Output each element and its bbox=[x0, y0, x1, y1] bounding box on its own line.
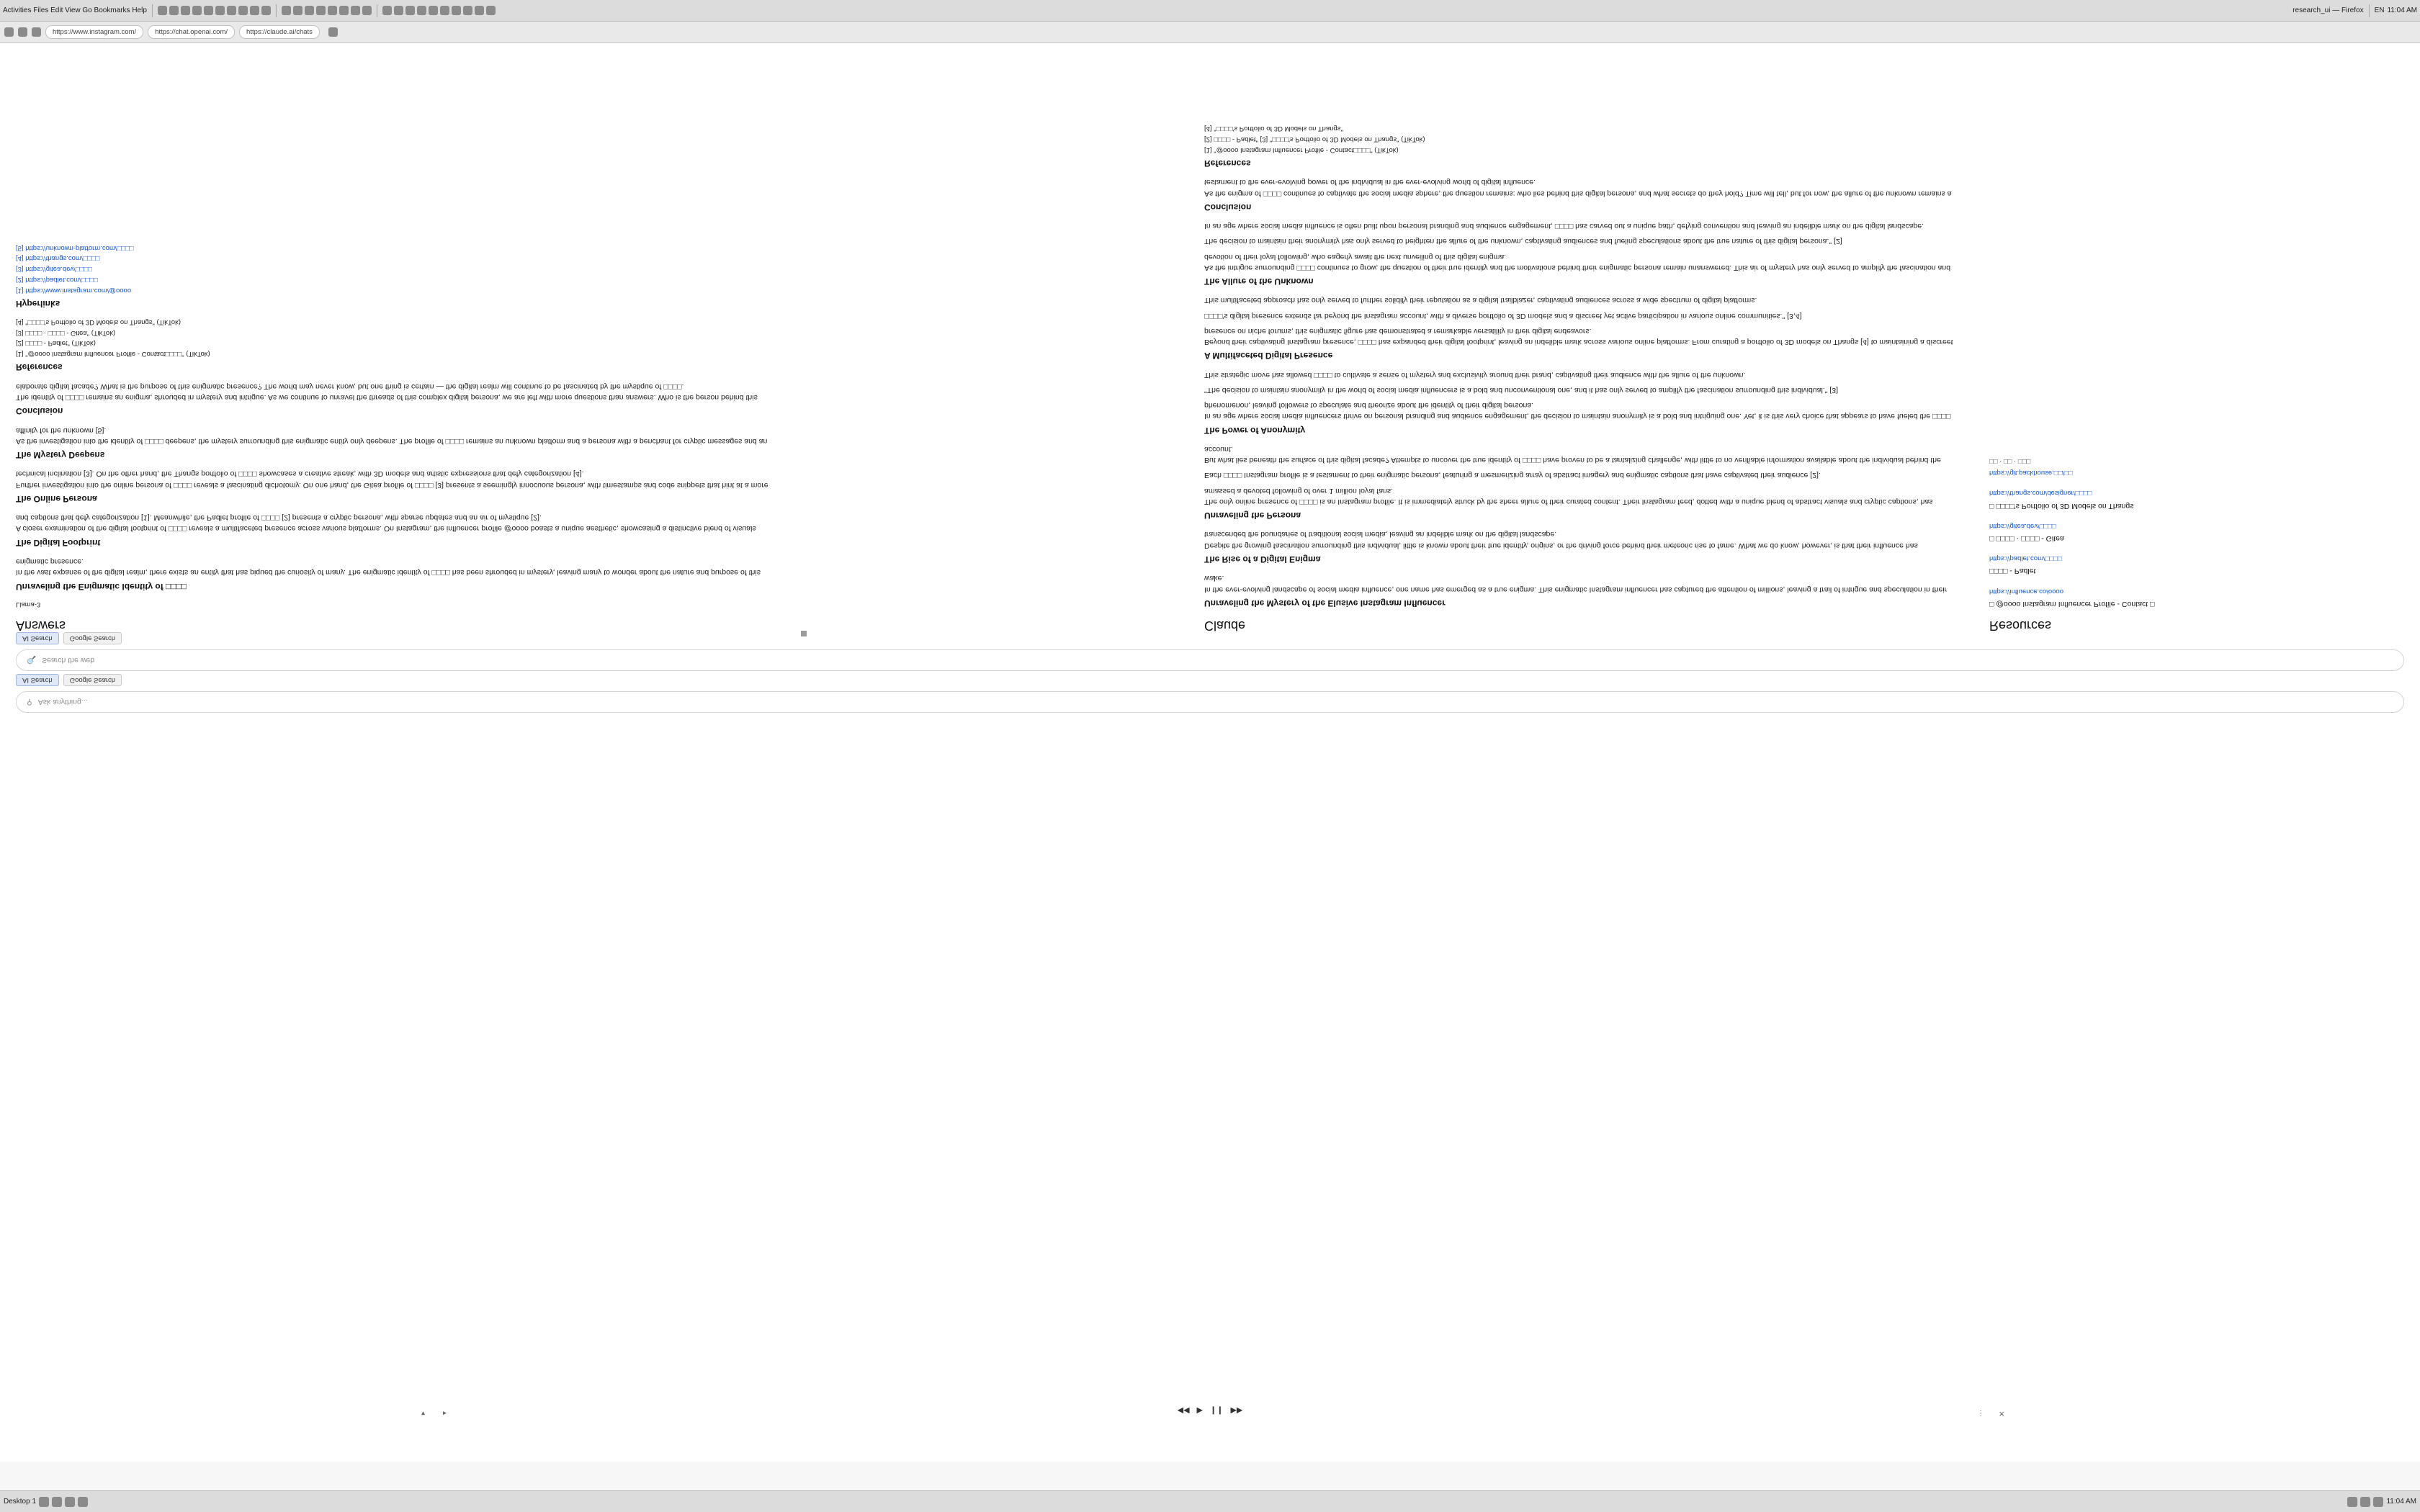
claude-section-0-title: Unraveling the Mystery of the Elusive Instagram Influencer bbox=[1204, 598, 1446, 608]
camera-icon[interactable] bbox=[429, 6, 438, 15]
column-claude bbox=[1188, 115, 1973, 641]
claude-section-8-body: Beyond their captivating Instagram presence, □□□□ has expanded their digital footprint, leaving an indelible mark across various online platforms. From curating a portfolio of 3D models on Thangs [4] to maintaining a discreet presence on niche forums, this enigmatic figure has demonstrated a remarkable versatility in their digital endeavors. bbox=[1204, 326, 1953, 347]
url-bar-left[interactable]: https://www.instagram.com/ bbox=[45, 25, 143, 39]
app-grid-icon[interactable] bbox=[158, 6, 167, 15]
resources-heading: Resources bbox=[1989, 618, 2052, 633]
search-placeholder-secondary: Search the web bbox=[42, 656, 95, 665]
folder-icon[interactable] bbox=[169, 6, 179, 15]
os-bottom-bar bbox=[0, 1490, 2420, 1512]
answers-section-2-body: Further investigation into the online persona of □□□□ reveals a fascinating dichotomy. On one hand, the Gitea profile of □□□□ [3] presents a seemingly innocuous persona, with timestamps and code snippets that hint at a more technical inclination [3]. On the other hand, the Thangs portfolio of □□□□ showcases a creative streak, with 3D models and artistic expressions that defy categorization [4]. bbox=[16, 469, 768, 490]
content-columns bbox=[0, 115, 2420, 641]
notes-icon[interactable] bbox=[417, 6, 426, 15]
search-input-secondary[interactable] bbox=[16, 649, 2404, 671]
resource-subtext: □□ · □□ · □□□ bbox=[1989, 456, 2031, 465]
gear-icon[interactable] bbox=[486, 6, 496, 15]
answers-section-0-body: In the vast expanse of the digital realm, there exists an entity that has piqued the curiosity of many. The enigmatic identity of □□□□ has been shrouded in mystery, leaving many to wonder about the nature and purpose of this enigmatic presence. bbox=[16, 557, 761, 577]
answers-heading: Answers bbox=[16, 618, 66, 633]
answers-section-2-title: The Online Persona bbox=[16, 493, 97, 504]
browser-icon[interactable] bbox=[181, 6, 190, 15]
column-answers bbox=[0, 115, 785, 641]
answers-hyperlinks-title: Hyperlinks bbox=[16, 299, 60, 310]
resource-url[interactable]: https://gitea.dev/□□□□ bbox=[1989, 521, 2056, 530]
claude-reference-0: [1] "@oooo Instagram Influencer Profile - Contact□□□□" (TikTok) bbox=[1204, 145, 1399, 154]
answers-reference-3: [4] "□□□□'s Portfolio of 3D Models on Thangs" (TikTok) bbox=[16, 318, 181, 326]
claude-section-11-body: As the intrigue surrounding □□□□ continues to grow, the question of their true identity and the motivations behind their enigmatic persona remain unanswered. This air of mystery has only served to amplify the fascination and devotion of their loyal following, who eagerly await the next unveiling of this digital enigma. bbox=[1204, 252, 1951, 272]
panel-collapse-icon[interactable]: ▾ bbox=[421, 1409, 426, 1417]
resource-url[interactable]: https://thangs.com/designer/□□□□ bbox=[1989, 489, 2092, 498]
sync-icon[interactable] bbox=[339, 6, 349, 15]
top-bar-icon-group-1[interactable] bbox=[158, 6, 271, 15]
claude-section-3-body: Each □□□□ Instagram profile is a testament to their enigmatic persona, featuring a mesmerizing array of abstract imagery and enigmatic captions that have captivated their audience [2]. bbox=[1204, 471, 1821, 480]
ai-search-button-2[interactable]: AI Search bbox=[16, 632, 59, 644]
answers-section-1-title: The Digital Footprint bbox=[16, 537, 101, 548]
answers-section-3-body: As the investigation into the identity of □□□□ deepens, the mystery surrounding this enigmatic entity only deepens. The profile of □□□□ remains an unknown platform and a persona with a penchant for cryptic messages and an affinity for the unknown [5]. bbox=[16, 426, 768, 446]
answers-references-title: References bbox=[16, 362, 63, 373]
claude-reference-list bbox=[1204, 123, 1958, 154]
page-inner bbox=[0, 43, 2420, 1462]
answers-hyperlink-list bbox=[16, 243, 769, 295]
next-icon[interactable]: ▶▶ bbox=[1230, 1406, 1243, 1416]
resource-title: □□□□ - Padlet bbox=[1989, 567, 2036, 576]
google-search-button[interactable]: Google Search bbox=[63, 674, 122, 686]
answers-section-4-body: The identity of □□□□ remains an enigma, shrouded in mystery and intrigue. As we continue to unravel the threads of this complex digital persona, we are left with more questions than answers. Who is the person behind this elaborate digital facade? What is the purpose of this enigmatic presence? The world may never know, but one thing is certain — the digital realm will continue to be fascinated by the mystique of □□□□. bbox=[16, 382, 758, 402]
search-row-secondary bbox=[16, 649, 2404, 671]
search-placeholder-primary: Ask anything... bbox=[37, 698, 88, 706]
download-icon[interactable] bbox=[305, 6, 314, 15]
search-icon: ⚲ bbox=[27, 698, 32, 706]
top-bar-icon-group-3[interactable] bbox=[382, 6, 496, 15]
media-player-controls[interactable] bbox=[1066, 1405, 1354, 1417]
answers-hyperlink-2[interactable]: [3] https://gitea.dev/□□□□ bbox=[16, 265, 92, 274]
claude-reference-1: [2] □□□□ - Padlet" [3] "□□□□'s Portfolio of 3D Models on Thangs" (TikTok) bbox=[1204, 135, 1425, 143]
resource-item[interactable] bbox=[1989, 487, 2404, 510]
claude-section-1-body: Despite the growing fascination surrounding this individual, little is known about their true identity, origins, or the driving force behind their meteoric rise to fame. What we do know, however, is that their influence has transcended the boundaries of traditional social media, leaving an indelible mark on the digital landscape. bbox=[1204, 530, 1918, 550]
top-bar-icon-group-2[interactable] bbox=[282, 6, 372, 15]
menu-icon[interactable] bbox=[328, 27, 338, 37]
claude-section-6-body: "The decision to maintain anonymity in the world of social media influencers is a bold and unconventional one, and it has only served to amplify the fascination surrounding this individual." [3] bbox=[1204, 385, 1839, 395]
tray-language-label[interactable]: EN bbox=[2374, 6, 2385, 14]
search-icon[interactable] bbox=[452, 6, 461, 15]
claude-section-2-title: Unraveling the Persona bbox=[1204, 510, 1301, 521]
forward-icon[interactable] bbox=[18, 27, 27, 37]
resource-item[interactable] bbox=[1989, 521, 2404, 544]
answers-reference-0: [1] "@oooo Instagram Influencer Profile - Contact□□□□" (TikTok) bbox=[16, 350, 210, 359]
answers-section-3-title: The Mystery Deepens bbox=[16, 450, 105, 461]
claude-section-8-title: A Multifaceted Digital Presence bbox=[1204, 351, 1333, 361]
column-midstrip bbox=[785, 115, 1188, 641]
resource-item[interactable] bbox=[1989, 553, 2404, 576]
claude-section-1-title: The Rise of a Digital Enigma bbox=[1204, 554, 1321, 565]
claude-section-7-body: This strategic move has allowed □□□□ to cultivate a sense of mystery and exclusivity around their brand, captivating their audience with the allure of the unknown. bbox=[1204, 370, 1746, 379]
divider bbox=[152, 4, 153, 17]
resource-url[interactable]: https://git.packhouse.□□/□□ bbox=[1989, 469, 2073, 477]
taskbar-clock: 11:04 AM bbox=[2386, 1498, 2416, 1506]
play-icon[interactable]: ▶ bbox=[1196, 1406, 1204, 1416]
claude-references-title: References bbox=[1204, 158, 1251, 169]
claude-heading: Claude bbox=[1204, 618, 1246, 633]
media-icon[interactable] bbox=[215, 6, 225, 15]
answers-section-4-title: Conclusion bbox=[16, 406, 63, 417]
claude-section-11-title: The Allure of the Unknown bbox=[1204, 276, 1314, 287]
answers-reference-list bbox=[16, 317, 769, 359]
claude-section-5-body: In an age where social media influencers thrive on personal branding and audience engagement, the decision to maintain anonymity is a bold and intriguing one. Yet, it is this very choice that appears to have fueled the □□□□ phenomenon, leaving followers to speculate and theorize about the identity of their digital persona. bbox=[1204, 401, 1951, 421]
resource-item[interactable] bbox=[1989, 456, 2404, 478]
browser-chrome-row bbox=[0, 22, 2420, 43]
resource-item[interactable] bbox=[1989, 585, 2404, 608]
square-marker-icon bbox=[801, 631, 807, 636]
calendar-icon[interactable] bbox=[405, 6, 415, 15]
answers-hyperlink-1[interactable]: [2] https://padlet.com/□□□□ bbox=[16, 275, 98, 284]
answers-model-label: Llama-3 bbox=[16, 600, 41, 608]
answers-reference-1: [2] □□□□ - Padlet" (TikTok) bbox=[16, 339, 96, 348]
history-icon[interactable] bbox=[293, 6, 302, 15]
battery-tray-icon[interactable] bbox=[2373, 1497, 2383, 1507]
claude-section-4-body: But what lies beneath the surface of this digital facade? Attempts to uncover the true identity of □□□□ have proven to be a tantalizing challenge, with little to no verifiable information available about the individual behind the account. bbox=[1204, 444, 1941, 465]
magnifier-icon: 🔍 bbox=[27, 655, 37, 665]
lock-icon[interactable] bbox=[463, 6, 472, 15]
resource-url[interactable]: https://influence.co/oooo bbox=[1989, 587, 2063, 595]
divider bbox=[276, 4, 277, 17]
editor-icon[interactable] bbox=[204, 6, 213, 15]
terminal-taskbar-icon[interactable] bbox=[65, 1497, 75, 1507]
network-icon[interactable] bbox=[238, 6, 248, 15]
search-row-primary bbox=[16, 691, 2404, 713]
url-bar-mid[interactable]: https://chat.openai.com/ bbox=[148, 25, 235, 39]
star-icon[interactable] bbox=[362, 6, 372, 15]
answers-hyperlink-0[interactable]: [1] https://www.instagram.com/@oooo bbox=[16, 286, 132, 294]
ai-search-button[interactable]: AI Search bbox=[16, 674, 59, 686]
claude-section-10-body: This multifaceted approach has only served to further solidify their reputation as a digital trailblazer, captivating audiences across a wide spectrum of digital platforms. bbox=[1204, 296, 1757, 305]
claude-section-9-body: □□□□'s digital presence extends far beyond the Instagram account, with a diverse portfolio of 3D models and a discreet yet active participation in various online communities." [3,4] bbox=[1204, 311, 1802, 320]
answers-hyperlink-4[interactable]: [5] https://unknown-platform.com/□□□□ bbox=[16, 243, 134, 252]
desktop-label[interactable]: Desktop 1 bbox=[4, 1498, 37, 1506]
profile-icon[interactable] bbox=[328, 6, 337, 15]
page-content-flipped bbox=[0, 43, 2420, 1462]
answers-hyperlink-3[interactable]: [4] https://thangs.com/□□□□ bbox=[16, 254, 100, 263]
answers-section-1-body: A closer examination of the digital footprint of □□□□ reveals a multifaceted presence across various platforms. On Instagram, the influencer profile @oooo boasts a unique aesthetic, showcasing a distinctive blend of visuals and captions that defy categorization [1]. Meanwhile, the Padlet profile of □□□□ [2] presents a cryptic persona, with sparse updates and an air of mystique [2]. bbox=[16, 513, 756, 534]
panel-options-icon[interactable]: ⋮ bbox=[1977, 1409, 1984, 1417]
prev-icon[interactable]: ◀◀ bbox=[1177, 1406, 1190, 1416]
volume-icon[interactable] bbox=[250, 6, 259, 15]
claude-section-5-title: The Power of Anonymity bbox=[1204, 425, 1306, 436]
reload-icon[interactable] bbox=[32, 27, 41, 37]
divider bbox=[2369, 4, 2370, 17]
mail-icon[interactable] bbox=[394, 6, 403, 15]
chart-icon[interactable] bbox=[382, 6, 392, 15]
midstrip-marker bbox=[801, 631, 1173, 636]
notes-taskbar-icon[interactable] bbox=[78, 1497, 88, 1507]
volume-tray-icon[interactable] bbox=[2360, 1497, 2370, 1507]
url-bar-right[interactable]: https://claude.ai/chats bbox=[239, 25, 320, 39]
claude-section-13-body: In an age where social media influence is often built upon personal branding and audience engagement, □□□□ has carved out a unique path, defying convention and leaving an indelible mark on the digital landscape. bbox=[1204, 222, 1924, 231]
resource-title: □ □□□□ · □□□□ - Gitea bbox=[1989, 534, 2064, 544]
browser-taskbar-icon[interactable] bbox=[52, 1497, 62, 1507]
pause-icon[interactable]: ❙❙ bbox=[1210, 1406, 1224, 1416]
answers-section-0-title: Unraveling the Enigmatic Identity of □□□□ bbox=[16, 581, 187, 592]
claude-section-12-body: The decision to maintain their anonymity has only served to heighten the allure of the unknown, captivating audiences and fueling speculations about the true nature of this digital persona." [2] bbox=[1204, 237, 1842, 246]
extension-icon[interactable] bbox=[316, 6, 326, 15]
resource-title: □ □□□□'s Portfolio of 3D Models on Thangs bbox=[1989, 501, 2134, 510]
terminal-icon[interactable] bbox=[192, 6, 202, 15]
panel-expand-icon[interactable]: ▸ bbox=[443, 1409, 447, 1417]
answers-reference-2: [3] □□□□ · □□□□ - Gitea" (TikTok) bbox=[16, 328, 116, 337]
back-icon[interactable] bbox=[4, 27, 14, 37]
search-input-primary[interactable] bbox=[16, 691, 2404, 713]
os-menu-text[interactable]: Activities Files Edit View Go Bookmarks Help bbox=[3, 6, 147, 14]
os-top-bar bbox=[0, 0, 2420, 22]
battery-icon[interactable] bbox=[261, 6, 271, 15]
panel-close-icon[interactable]: ✕ bbox=[1999, 1409, 2005, 1417]
files-taskbar-icon[interactable] bbox=[39, 1497, 49, 1507]
claude-section-14-body: As the enigma of □□□□ continues to captivate the social media sphere, the question remains: who lies behind this digital persona, and what secrets do they hold? Time will tell, but for now, the allure of the unknown remains a testament to the ever-evolving power of the individual in the ever-evolving world of digital influence. bbox=[1204, 178, 1952, 198]
settings-icon[interactable] bbox=[227, 6, 236, 15]
search-area bbox=[0, 629, 2420, 713]
network-tray-icon[interactable] bbox=[2347, 1497, 2357, 1507]
clock: 11:04 AM bbox=[2387, 6, 2417, 14]
shield-icon[interactable] bbox=[351, 6, 360, 15]
cloud-icon[interactable] bbox=[475, 6, 484, 15]
claude-section-14-title: Conclusion bbox=[1204, 202, 1252, 212]
music-icon[interactable] bbox=[440, 6, 449, 15]
google-search-button-2[interactable]: Google Search bbox=[63, 632, 122, 644]
claude-section-2-body: The only online presence of □□□□ is an Instagram profile. It is immediately struck by the sheer allure of their curated content. Their Instagram feed, dotted with a unique blend of abstract visuals and cryptic captions, has amassed a devoted following of over 1 million loyal fans. bbox=[1204, 486, 1933, 506]
bookmark-icon[interactable] bbox=[282, 6, 291, 15]
resource-title: □ @oooo Instagram Influencer Profile - Contact □ bbox=[1989, 599, 2155, 608]
column-resources bbox=[1973, 115, 2420, 641]
claude-reference-2: [4] "□□□□'s Portfolio of 3D Models on Thangs" bbox=[1204, 125, 1343, 133]
window-title: research_ui — Firefox bbox=[2293, 6, 2364, 14]
search-button-group bbox=[16, 674, 2404, 686]
resource-url[interactable]: https://padlet.com/□□□□ bbox=[1989, 554, 2062, 563]
claude-section-0-body: In the ever-evolving landscape of social media influence, one name has emerged as a true enigma. This enigmatic Instagram influencer has captured the attention of millions, leaving a trail of intrigue and speculation in their wake. bbox=[1204, 574, 1948, 594]
